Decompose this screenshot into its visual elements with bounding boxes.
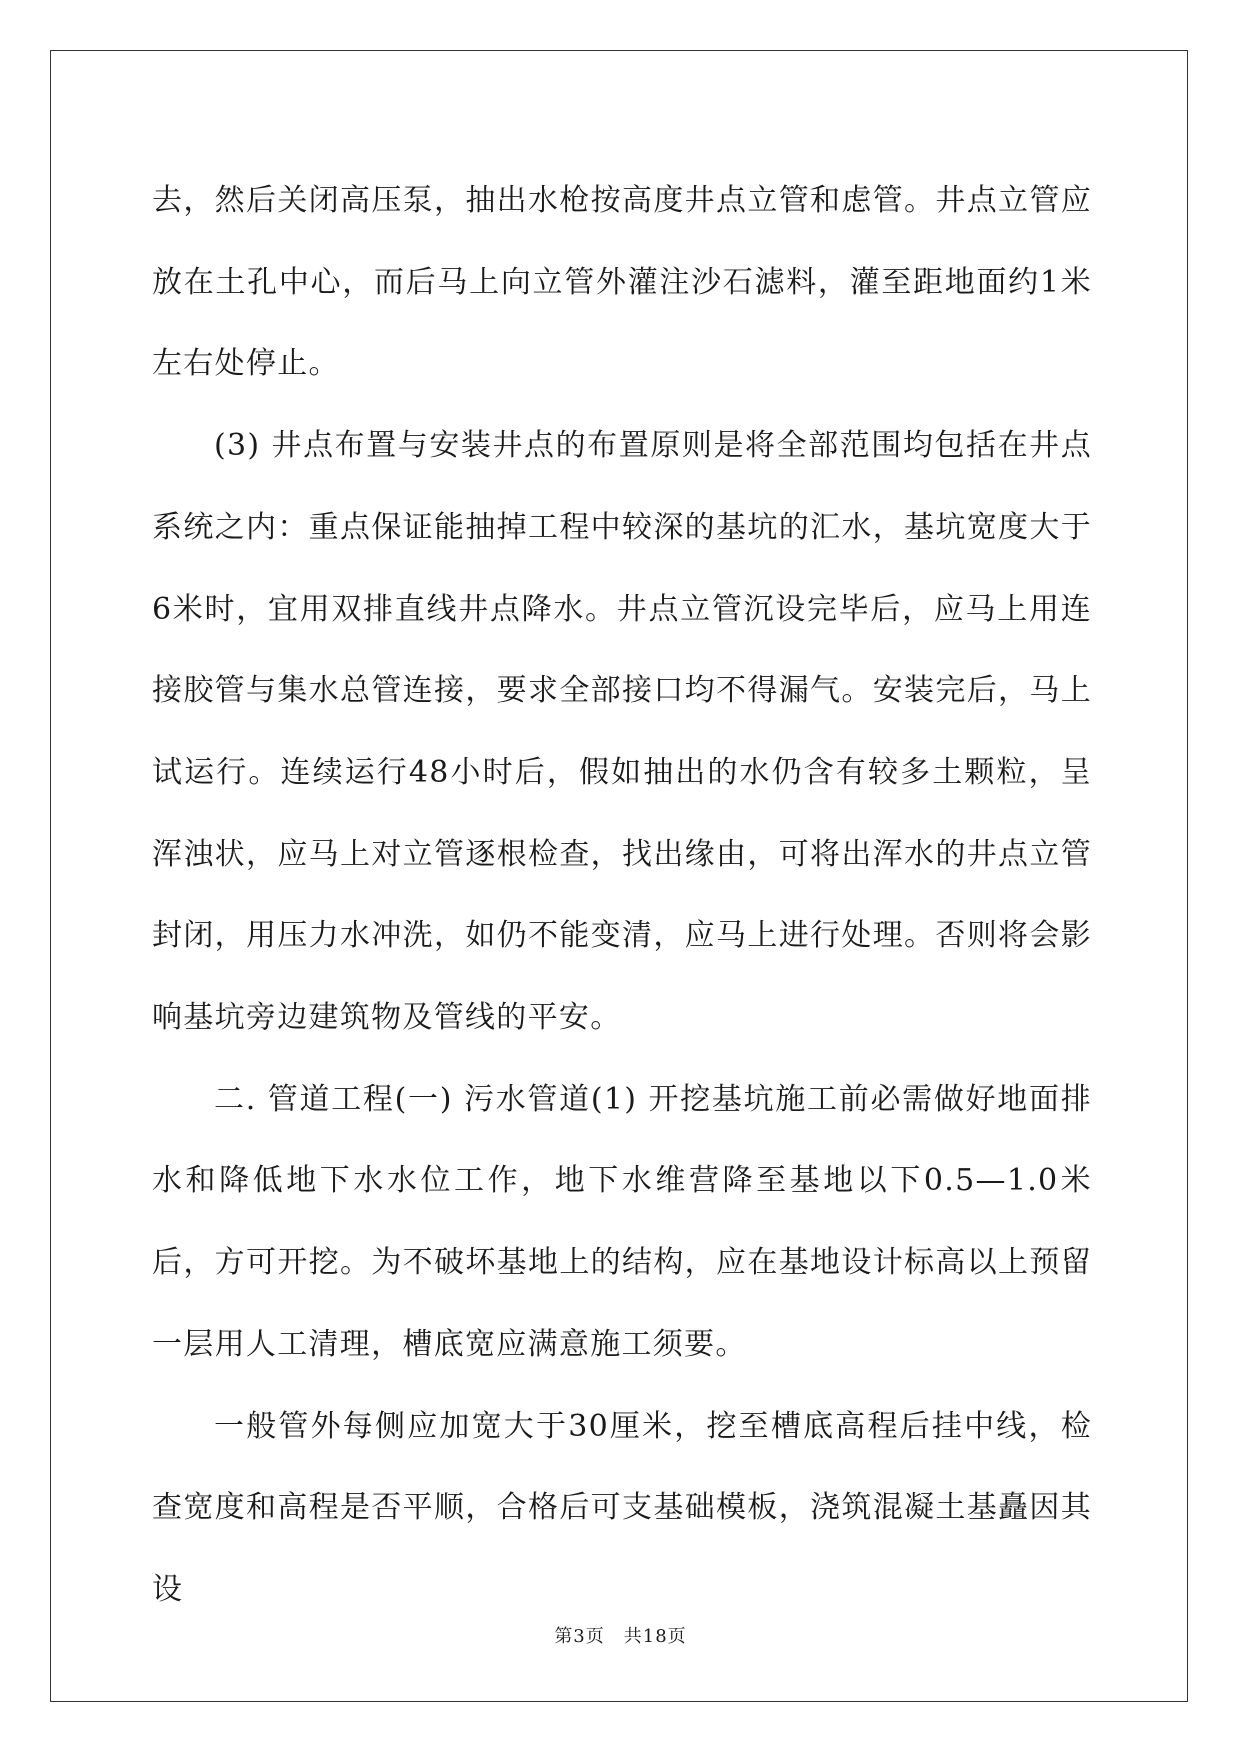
paragraph-4: 一般管外每侧应加宽大于30厘米，挖至槽底高程后挂中线，检查宽度和高程是否平顺，合格后可支基础模板，浇筑混凝土基矗因其设 (152, 1408, 1092, 1607)
paragraph-1: 去，然后关闭高压泵，抽出水枪按高度井点立管和虑管。井点立管应放在土孔中心，而后马上向立管外灌注沙石滤料，灌至距地面约1米左右处停止。 (152, 183, 1092, 382)
page-footer: 第3页 共18页 (554, 1626, 687, 1647)
document-body (152, 160, 1092, 1631)
paragraph-3: 二. 管道工程(一) 污水管道(1) 开挖基坑施工前必需做好地面排水和降低地下水水位工作，地下水维营降至基地以下0.5—1.0米后，方可开挖。为不破坏基地上的结构，应在基地设计标高以上预留一层用人工清理，槽底宽应满意施工须要。 (152, 1081, 1092, 1362)
paragraph-2: (3) 井点布置与安装井点的布置原则是将全部范围均包括在井点系统之内：重点保证能抽掉工程中较深的基坑的汇水，基坑宽度大于6米时，宜用双排直线井点降水。井点立管沉设完毕后，应马上用连接胶管与集水总管连接，要求全部接口均不得漏气。安装完后，马上试运行。连续运行48小时后，假如抽出的水仍含有较多土颗粒，呈浑浊状，应马上对立管逐根检查，找出缘由，可将出浑水的井点立管封闭，用压力水冲洗，如仍不能变清，应马上进行处理。否则将会影响基坑旁边建筑物及管线的平安。 (152, 428, 1092, 1036)
